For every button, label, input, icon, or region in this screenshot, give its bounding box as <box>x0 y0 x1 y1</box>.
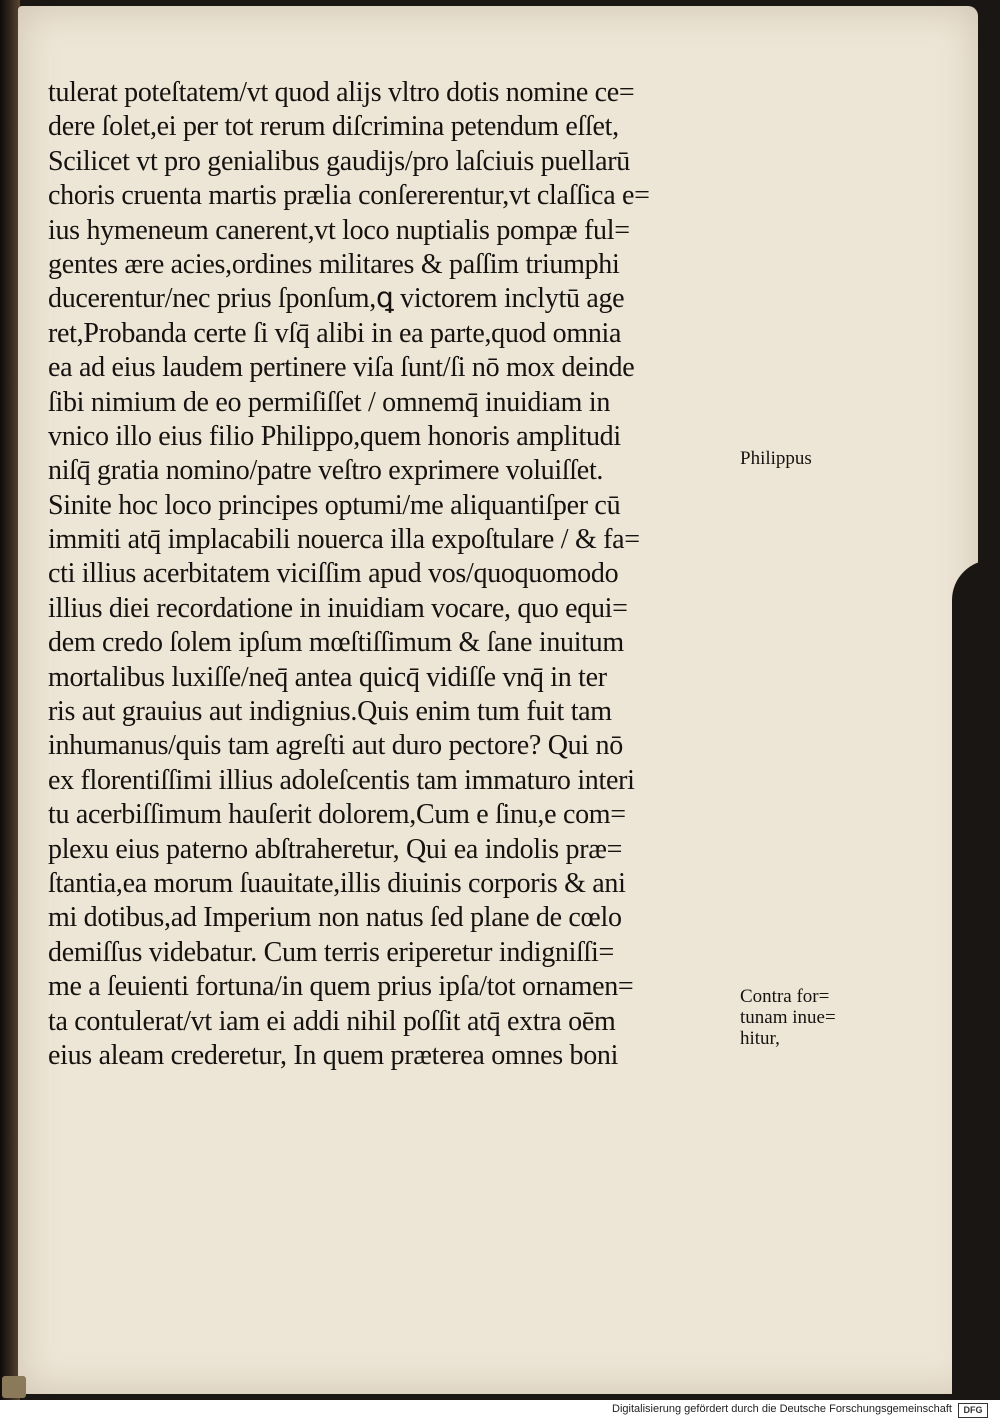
margin-note-line: hitur, <box>740 1028 780 1049</box>
text-line: ſibi nimium de eo permiſiſſet / omnemq̄ inuidiam in <box>48 386 611 418</box>
text-line: tulerat poteſtatem/vt quod alijs vltro dotis nomine ce= <box>48 77 635 108</box>
margin-note-line: Contra for= <box>740 986 830 1007</box>
text-line: niſq̄ gratia nomino/patre veſtro exprimere voluiſſet. <box>48 455 604 487</box>
text-line: tu acerbiſſimum hauſerit dolorem,Cum e ſinu,e com= <box>48 799 626 831</box>
main-text-block <box>48 76 738 1073</box>
text-line: ex florentiſſimi illius adoleſcentis tam immaturo interi <box>48 764 635 796</box>
dfg-logo: DFG <box>958 1403 988 1418</box>
digitization-footer <box>0 1400 1000 1420</box>
text-line: dere ſolet,ei per tot rerum diſcrimina petendum eſſet, <box>48 111 619 143</box>
text-line: illius diei recordatione in inuidiam vocare, quo equi= <box>48 592 628 624</box>
text-line: ta contulerat/vt iam ei addi nihil poſſit atq̄ extra oēm <box>48 1005 616 1037</box>
digitization-credit: Digitalisierung gefördert durch die Deutsche Forschungsgemeinschaft <box>612 1403 952 1415</box>
text-line: ſtantia,ea morum ſuauitate,illis diuinis corporis & ani <box>48 867 626 899</box>
book-binding <box>0 0 20 1400</box>
text-line: ius hymeneum canerent,vt loco nuptialis pompæ ful= <box>48 214 630 246</box>
text-line: demiſſus videbatur. Cum terris eriperetur indigniſſi= <box>48 936 615 968</box>
text-line: ducerentur/nec prius ſponſum,ꝗ victorem inclytū age <box>48 283 625 315</box>
text-line: mortalibus luxiſſe/neq̄ antea quicq̄ vidiſſe vnq̄ in ter <box>48 661 607 693</box>
text-line: vnico illo eius filio Philippo,quem honoris amplitudi <box>48 420 621 452</box>
page-edge-shadow <box>952 560 1000 1400</box>
text-line: mi dotibus,ad Imperium non natus ſed plane de cœlo <box>48 902 622 934</box>
text-line: Scilicet vt pro genialibus gaudijs/pro laſciuis puellarū <box>48 145 630 177</box>
shelf-mark-tab <box>2 1376 26 1398</box>
text-line: gentes ære acies,ordines militares & paſſim triumphi <box>48 248 620 280</box>
margin-note-philippus: Philippus <box>740 448 812 469</box>
margin-note-contra-fortunam <box>740 986 836 1049</box>
text-line: ris aut grauius aut indignius.Quis enim tum fuit tam <box>48 696 612 728</box>
text-line: ea ad eius laudem pertinere viſa ſunt/ſi nō mox deinde <box>48 352 635 384</box>
text-line: dem credo ſolem ipſum mœſtiſſimum & ſane inuitum <box>48 627 624 659</box>
text-line: cti illius acerbitatem viciſſim apud vos/quoquomodo <box>48 558 619 590</box>
margin-note-line: tunam inue= <box>740 1007 836 1028</box>
text-line: Sinite hoc loco principes optumi/me aliquantiſper cū <box>48 489 621 521</box>
text-line: immiti atq̄ implacabili nouerca illa expoſtulare / & fa= <box>48 524 640 556</box>
text-line: ret,Probanda certe ſi vſq̄ alibi in ea parte,quod omnia <box>48 317 622 349</box>
text-line: eius aleam crederetur, In quem præterea omnes boni <box>48 1039 619 1071</box>
text-line: me a ſeuienti fortuna/in quem prius ipſa/tot ornamen= <box>48 971 634 1003</box>
text-line: inhumanus/quis tam agreſti aut duro pectore? Qui nō <box>48 730 623 762</box>
text-line: plexu eius paterno abſtraheretur, Qui ea indolis præ= <box>48 833 623 865</box>
text-line: choris cruenta martis prælia conſererentur,vt claſſica e= <box>48 180 650 212</box>
